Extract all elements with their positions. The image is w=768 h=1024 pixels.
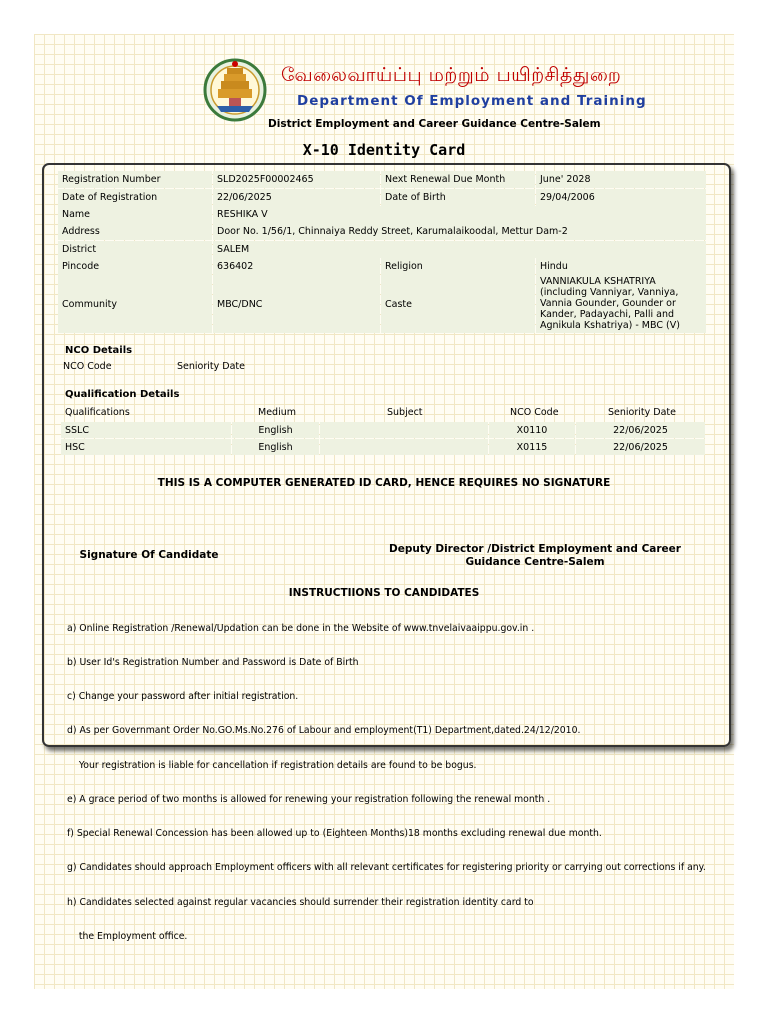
- details-row-registration: [58, 171, 706, 188]
- qualification-heading: Qualification Details: [65, 389, 180, 400]
- col-subject: Subject: [387, 407, 423, 418]
- label-religion: Religion: [381, 258, 535, 275]
- department-title: Department Of Employment and Training: [297, 93, 647, 109]
- col-qualifications: Qualifications: [65, 407, 130, 418]
- cell-qualification: HSC: [61, 439, 231, 455]
- value-pincode: 636402: [213, 258, 380, 275]
- instruction-item: c) Change your password after initial registration.: [67, 691, 299, 703]
- cell-medium: English: [232, 422, 319, 438]
- details-row-address: [58, 223, 706, 240]
- tamil-department-title: வேலைவாய்ப்பு மற்றும் பயிற்சித்துறை: [281, 64, 622, 86]
- cell-subject: [320, 422, 488, 438]
- instruction-item: Your registration is liable for cancellation if registration details are found to be bogus.: [67, 759, 477, 771]
- value-district: SALEM: [213, 241, 706, 258]
- details-row-community: [58, 275, 706, 333]
- details-row-district: [58, 241, 706, 258]
- details-row-pincode: [58, 258, 706, 275]
- label-date-of-birth: Date of Birth: [381, 189, 535, 206]
- nco-seniority-label: Seniority Date: [177, 361, 245, 372]
- instructions-list: [67, 600, 706, 954]
- instructions-heading: INSTRUCTIIONS TO CANDIDATES: [288, 587, 480, 599]
- cell-subject: [320, 439, 488, 455]
- nco-heading: NCO Details: [65, 345, 133, 356]
- instruction-item: h) Candidates selected against regular vacancies should surrender their registration identity card to: [67, 896, 534, 908]
- computer-generated-notice: THIS IS A COMPUTER GENERATED ID CARD, HENCE REQUIRES NO SIGNATURE: [157, 477, 611, 489]
- value-address: Door No. 1/56/1, Chinnaiya Reddy Street, Karumalaikoodal, Mettur Dam-2: [213, 223, 706, 240]
- label-registration-number: Registration Number: [58, 171, 212, 188]
- value-caste: VANNIAKULA KSHATRIYA (including Vanniyar, Vanniya, Vannia Gounder, Gounder or Kander, Padayachi, Palli and Agnikula Kshatriya) - MBC (V): [536, 275, 706, 333]
- instruction-item: e) A grace period of two months is allowed for renewing your registration following the renewal month .: [67, 793, 551, 805]
- instruction-item: f) Special Renewal Concession has been allowed up to (Eighteen Months)18 months excluding renewal due month.: [67, 828, 602, 840]
- cell-seniority-date: 22/06/2025: [576, 422, 705, 438]
- centre-title: District Employment and Career Guidance Centre-Salem: [268, 118, 601, 130]
- col-nco-code: NCO Code: [510, 407, 559, 418]
- value-date-of-registration: 22/06/2025: [213, 189, 380, 206]
- table-row: [61, 422, 705, 438]
- instruction-item: b) User Id's Registration Number and Password is Date of Birth: [67, 657, 359, 669]
- details-row-dates: [58, 189, 706, 206]
- label-pincode: Pincode: [58, 258, 212, 275]
- value-next-renewal: June' 2028: [536, 171, 706, 188]
- instruction-item: the Employment office.: [67, 930, 188, 942]
- instruction-item: g) Candidates should approach Employment officers with all relevant certificates for registering priority or carrying out corrections if any.: [67, 862, 706, 874]
- label-name: Name: [58, 206, 212, 223]
- qualification-header-row: [61, 405, 705, 421]
- director-signature-label: [380, 543, 690, 569]
- value-name: RESHIKA V: [213, 206, 706, 223]
- tamil-nadu-emblem-icon: [203, 56, 267, 126]
- nco-code-label: NCO Code: [63, 361, 112, 372]
- value-religion: Hindu: [536, 258, 706, 275]
- card-title: X-10 Identity Card: [302, 141, 466, 159]
- cell-medium: English: [232, 439, 319, 455]
- director-signature-line-2: Guidance Centre-Salem: [465, 556, 605, 568]
- label-date-of-registration: Date of Registration: [58, 189, 212, 206]
- label-next-renewal: Next Renewal Due Month: [381, 171, 535, 188]
- instruction-item: d) As per Governmant Order No.GO.Ms.No.276 of Labour and employment(T1) Department,dated.24/12/2010.: [67, 725, 581, 737]
- details-row-name: [58, 206, 706, 223]
- table-row: [61, 439, 705, 455]
- cell-qualification: SSLC: [61, 422, 231, 438]
- instruction-item: a) Online Registration /Renewal/Updation can be done in the Website of www.tnvelaivaaippu.gov.in .: [67, 622, 535, 634]
- value-registration-number: SLD2025F00002465: [213, 171, 380, 188]
- col-medium: Medium: [258, 407, 296, 418]
- cell-seniority-date: 22/06/2025: [576, 439, 705, 455]
- candidate-signature-label: Signature Of Candidate: [79, 549, 219, 561]
- cell-nco-code: X0115: [489, 439, 575, 455]
- label-address: Address: [58, 223, 212, 240]
- label-community: Community: [58, 275, 212, 333]
- label-caste: Caste: [381, 275, 535, 333]
- label-district: District: [58, 241, 212, 258]
- cell-nco-code: X0110: [489, 422, 575, 438]
- value-community: MBC/DNC: [213, 275, 380, 333]
- value-date-of-birth: 29/04/2006: [536, 189, 706, 206]
- director-signature-line-1: Deputy Director /District Employment and Career: [389, 543, 681, 555]
- col-seniority-date: Seniority Date: [608, 407, 676, 418]
